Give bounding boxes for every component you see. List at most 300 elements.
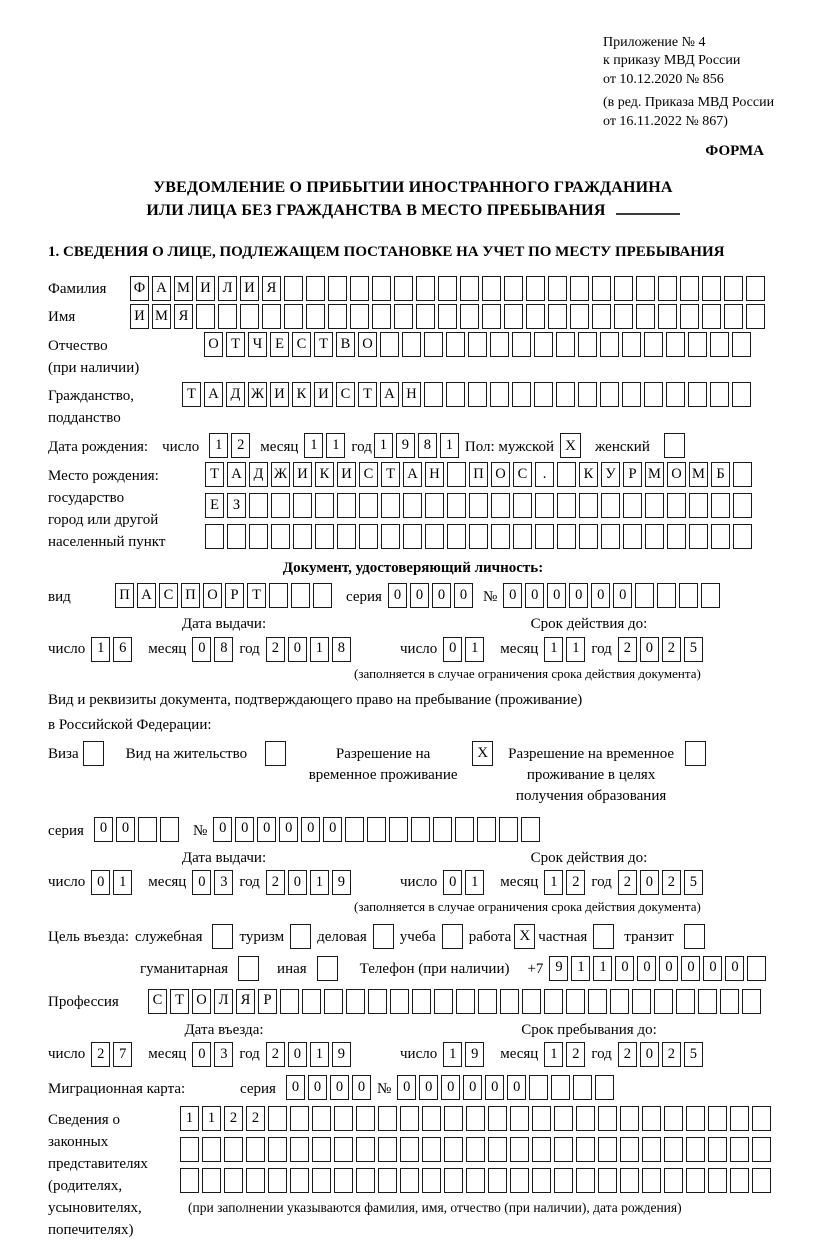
char-cell[interactable] bbox=[733, 462, 752, 487]
char-cell[interactable] bbox=[422, 1106, 441, 1131]
char-cell[interactable] bbox=[416, 304, 435, 329]
char-cell[interactable] bbox=[689, 524, 708, 549]
char-cell[interactable] bbox=[554, 1106, 573, 1131]
char-cell[interactable] bbox=[367, 817, 386, 842]
char-cell[interactable] bbox=[284, 276, 303, 301]
char-cell[interactable]: 1 bbox=[209, 433, 228, 458]
char-cell[interactable] bbox=[425, 524, 444, 549]
char-cell[interactable] bbox=[732, 382, 751, 407]
char-cell[interactable] bbox=[598, 1106, 617, 1131]
char-cell[interactable]: Ж bbox=[248, 382, 267, 407]
char-cell[interactable] bbox=[488, 1168, 507, 1193]
char-cell[interactable] bbox=[460, 304, 479, 329]
char-cell[interactable] bbox=[532, 1106, 551, 1131]
char-cell[interactable] bbox=[444, 1137, 463, 1162]
char-cell[interactable]: 0 bbox=[257, 817, 276, 842]
birth-year-cells[interactable] bbox=[374, 433, 459, 458]
char-cell[interactable] bbox=[446, 382, 465, 407]
representatives-row3-cells[interactable] bbox=[180, 1168, 771, 1193]
char-cell[interactable] bbox=[510, 1106, 529, 1131]
char-cell[interactable] bbox=[378, 1106, 397, 1131]
char-cell[interactable] bbox=[249, 524, 268, 549]
char-cell[interactable] bbox=[679, 583, 698, 608]
char-cell[interactable] bbox=[293, 493, 312, 518]
char-cell[interactable] bbox=[312, 1168, 331, 1193]
char-cell[interactable]: К bbox=[315, 462, 334, 487]
char-cell[interactable]: С bbox=[148, 989, 167, 1014]
char-cell[interactable] bbox=[592, 276, 611, 301]
char-cell[interactable]: 1 bbox=[304, 433, 323, 458]
char-cell[interactable] bbox=[328, 304, 347, 329]
char-cell[interactable]: 1 bbox=[544, 1042, 563, 1067]
char-cell[interactable]: К bbox=[292, 382, 311, 407]
char-cell[interactable]: 0 bbox=[397, 1075, 416, 1100]
char-cell[interactable] bbox=[284, 304, 303, 329]
char-cell[interactable] bbox=[510, 1137, 529, 1162]
char-cell[interactable]: 1 bbox=[113, 870, 132, 895]
char-cell[interactable] bbox=[732, 332, 751, 357]
char-cell[interactable]: 1 bbox=[180, 1106, 199, 1131]
char-cell[interactable]: 0 bbox=[485, 1075, 504, 1100]
migration-series-cells[interactable] bbox=[286, 1075, 371, 1100]
char-cell[interactable]: 0 bbox=[525, 583, 544, 608]
char-cell[interactable] bbox=[658, 304, 677, 329]
char-cell[interactable]: Р bbox=[623, 462, 642, 487]
char-cell[interactable] bbox=[346, 989, 365, 1014]
char-cell[interactable]: 2 bbox=[91, 1042, 110, 1067]
char-cell[interactable]: А bbox=[227, 462, 246, 487]
char-cell[interactable]: Р bbox=[225, 583, 244, 608]
residence-permit-checkbox[interactable] bbox=[265, 741, 286, 766]
char-cell[interactable] bbox=[312, 1137, 331, 1162]
char-cell[interactable] bbox=[424, 382, 443, 407]
char-cell[interactable]: 0 bbox=[419, 1075, 438, 1100]
char-cell[interactable]: Я bbox=[174, 304, 193, 329]
char-cell[interactable]: 2 bbox=[266, 870, 285, 895]
char-cell[interactable]: Р bbox=[258, 989, 277, 1014]
residence-valid-month-cells[interactable] bbox=[544, 870, 585, 895]
char-cell[interactable] bbox=[512, 332, 531, 357]
char-cell[interactable]: 1 bbox=[91, 637, 110, 662]
char-cell[interactable] bbox=[504, 304, 523, 329]
char-cell[interactable] bbox=[313, 583, 332, 608]
char-cell[interactable] bbox=[544, 989, 563, 1014]
char-cell[interactable] bbox=[676, 989, 695, 1014]
char-cell[interactable]: 8 bbox=[332, 637, 351, 662]
char-cell[interactable] bbox=[455, 817, 474, 842]
char-cell[interactable] bbox=[402, 332, 421, 357]
char-cell[interactable] bbox=[334, 1137, 353, 1162]
purpose-study-checkbox[interactable] bbox=[442, 924, 463, 949]
char-cell[interactable] bbox=[447, 462, 466, 487]
char-cell[interactable]: 1 bbox=[571, 956, 590, 981]
char-cell[interactable]: Н bbox=[425, 462, 444, 487]
char-cell[interactable] bbox=[359, 524, 378, 549]
stay-month-cells[interactable] bbox=[544, 1042, 585, 1067]
char-cell[interactable]: Т bbox=[182, 382, 201, 407]
char-cell[interactable]: Б bbox=[711, 462, 730, 487]
char-cell[interactable] bbox=[356, 1106, 375, 1131]
char-cell[interactable] bbox=[579, 524, 598, 549]
char-cell[interactable]: А bbox=[380, 382, 399, 407]
char-cell[interactable] bbox=[246, 1137, 265, 1162]
char-cell[interactable] bbox=[271, 493, 290, 518]
char-cell[interactable] bbox=[447, 524, 466, 549]
char-cell[interactable]: С bbox=[292, 332, 311, 357]
char-cell[interactable] bbox=[654, 989, 673, 1014]
char-cell[interactable]: З bbox=[227, 493, 246, 518]
stay-day-cells[interactable] bbox=[443, 1042, 484, 1067]
char-cell[interactable]: И bbox=[314, 382, 333, 407]
char-cell[interactable] bbox=[372, 304, 391, 329]
residence-valid-day-cells[interactable] bbox=[443, 870, 484, 895]
char-cell[interactable] bbox=[600, 382, 619, 407]
char-cell[interactable]: 2 bbox=[266, 637, 285, 662]
char-cell[interactable]: 1 bbox=[310, 870, 329, 895]
firstname-cells[interactable] bbox=[130, 304, 765, 329]
char-cell[interactable] bbox=[269, 583, 288, 608]
char-cell[interactable] bbox=[548, 304, 567, 329]
char-cell[interactable] bbox=[394, 276, 413, 301]
char-cell[interactable]: 2 bbox=[618, 637, 637, 662]
char-cell[interactable] bbox=[468, 332, 487, 357]
stay-year-cells[interactable] bbox=[618, 1042, 703, 1067]
char-cell[interactable]: О bbox=[192, 989, 211, 1014]
char-cell[interactable] bbox=[534, 332, 553, 357]
char-cell[interactable] bbox=[400, 1168, 419, 1193]
char-cell[interactable] bbox=[218, 304, 237, 329]
char-cell[interactable] bbox=[350, 276, 369, 301]
char-cell[interactable] bbox=[730, 1137, 749, 1162]
char-cell[interactable] bbox=[422, 1137, 441, 1162]
char-cell[interactable] bbox=[488, 1137, 507, 1162]
char-cell[interactable] bbox=[535, 524, 554, 549]
entry-day-cells[interactable] bbox=[91, 1042, 132, 1067]
char-cell[interactable] bbox=[664, 1106, 683, 1131]
char-cell[interactable]: О bbox=[491, 462, 510, 487]
char-cell[interactable] bbox=[510, 1168, 529, 1193]
char-cell[interactable] bbox=[576, 1168, 595, 1193]
char-cell[interactable]: 0 bbox=[637, 956, 656, 981]
char-cell[interactable] bbox=[598, 1137, 617, 1162]
char-cell[interactable]: 0 bbox=[443, 637, 462, 662]
char-cell[interactable] bbox=[271, 524, 290, 549]
residence-valid-year-cells[interactable] bbox=[618, 870, 703, 895]
char-cell[interactable] bbox=[534, 382, 553, 407]
char-cell[interactable] bbox=[412, 989, 431, 1014]
char-cell[interactable] bbox=[416, 276, 435, 301]
char-cell[interactable] bbox=[444, 1106, 463, 1131]
char-cell[interactable] bbox=[556, 332, 575, 357]
char-cell[interactable]: . bbox=[535, 462, 554, 487]
char-cell[interactable]: 0 bbox=[330, 1075, 349, 1100]
char-cell[interactable]: 2 bbox=[566, 1042, 585, 1067]
char-cell[interactable] bbox=[708, 1106, 727, 1131]
char-cell[interactable] bbox=[620, 1137, 639, 1162]
char-cell[interactable] bbox=[680, 276, 699, 301]
char-cell[interactable]: 9 bbox=[332, 870, 351, 895]
char-cell[interactable]: 0 bbox=[640, 637, 659, 662]
char-cell[interactable] bbox=[227, 524, 246, 549]
char-cell[interactable] bbox=[733, 493, 752, 518]
char-cell[interactable] bbox=[290, 1168, 309, 1193]
purpose-other-checkbox[interactable] bbox=[317, 956, 338, 981]
char-cell[interactable]: И bbox=[196, 276, 215, 301]
char-cell[interactable] bbox=[434, 989, 453, 1014]
char-cell[interactable] bbox=[180, 1168, 199, 1193]
char-cell[interactable] bbox=[664, 1168, 683, 1193]
char-cell[interactable]: Ф bbox=[130, 276, 149, 301]
char-cell[interactable] bbox=[600, 332, 619, 357]
char-cell[interactable]: Д bbox=[226, 382, 245, 407]
char-cell[interactable] bbox=[532, 1137, 551, 1162]
char-cell[interactable] bbox=[315, 524, 334, 549]
char-cell[interactable] bbox=[711, 493, 730, 518]
char-cell[interactable] bbox=[500, 989, 519, 1014]
char-cell[interactable] bbox=[224, 1168, 243, 1193]
char-cell[interactable] bbox=[701, 583, 720, 608]
char-cell[interactable] bbox=[623, 493, 642, 518]
char-cell[interactable] bbox=[724, 276, 743, 301]
char-cell[interactable] bbox=[730, 1106, 749, 1131]
char-cell[interactable]: Т bbox=[226, 332, 245, 357]
char-cell[interactable]: 0 bbox=[681, 956, 700, 981]
char-cell[interactable]: 9 bbox=[332, 1042, 351, 1067]
char-cell[interactable]: Т bbox=[205, 462, 224, 487]
char-cell[interactable] bbox=[522, 989, 541, 1014]
char-cell[interactable] bbox=[268, 1168, 287, 1193]
char-cell[interactable] bbox=[378, 1168, 397, 1193]
char-cell[interactable]: 0 bbox=[443, 870, 462, 895]
char-cell[interactable] bbox=[490, 382, 509, 407]
purpose-humanitarian-checkbox[interactable] bbox=[238, 956, 259, 981]
char-cell[interactable]: 2 bbox=[231, 433, 250, 458]
char-cell[interactable]: 0 bbox=[323, 817, 342, 842]
char-cell[interactable]: Ч bbox=[248, 332, 267, 357]
char-cell[interactable] bbox=[280, 989, 299, 1014]
identity-issue-year-cells[interactable] bbox=[266, 637, 351, 662]
char-cell[interactable] bbox=[689, 493, 708, 518]
char-cell[interactable] bbox=[389, 817, 408, 842]
char-cell[interactable] bbox=[438, 304, 457, 329]
char-cell[interactable]: Л bbox=[214, 989, 233, 1014]
birth-place-row1-cells[interactable] bbox=[205, 462, 752, 487]
char-cell[interactable] bbox=[535, 493, 554, 518]
char-cell[interactable]: 1 bbox=[202, 1106, 221, 1131]
char-cell[interactable]: 0 bbox=[192, 870, 211, 895]
char-cell[interactable] bbox=[554, 1168, 573, 1193]
char-cell[interactable] bbox=[422, 1168, 441, 1193]
doc-number-cells[interactable] bbox=[503, 583, 720, 608]
char-cell[interactable]: 7 bbox=[113, 1042, 132, 1067]
char-cell[interactable]: 0 bbox=[503, 583, 522, 608]
char-cell[interactable] bbox=[433, 817, 452, 842]
char-cell[interactable]: 0 bbox=[301, 817, 320, 842]
char-cell[interactable]: 2 bbox=[662, 637, 681, 662]
residence-issue-month-cells[interactable] bbox=[192, 870, 233, 895]
char-cell[interactable]: У bbox=[601, 462, 620, 487]
char-cell[interactable] bbox=[334, 1168, 353, 1193]
char-cell[interactable] bbox=[614, 276, 633, 301]
char-cell[interactable] bbox=[551, 1075, 570, 1100]
char-cell[interactable]: 0 bbox=[410, 583, 429, 608]
char-cell[interactable] bbox=[324, 989, 343, 1014]
char-cell[interactable] bbox=[499, 817, 518, 842]
char-cell[interactable] bbox=[614, 304, 633, 329]
char-cell[interactable] bbox=[521, 817, 540, 842]
char-cell[interactable] bbox=[478, 989, 497, 1014]
char-cell[interactable] bbox=[698, 989, 717, 1014]
char-cell[interactable] bbox=[350, 304, 369, 329]
char-cell[interactable]: Т bbox=[314, 332, 333, 357]
char-cell[interactable] bbox=[488, 1106, 507, 1131]
char-cell[interactable] bbox=[570, 276, 589, 301]
char-cell[interactable] bbox=[526, 304, 545, 329]
char-cell[interactable] bbox=[368, 989, 387, 1014]
patronymic-cells[interactable] bbox=[204, 332, 751, 357]
citizenship-cells[interactable] bbox=[182, 382, 751, 407]
char-cell[interactable] bbox=[686, 1137, 705, 1162]
char-cell[interactable]: 0 bbox=[279, 817, 298, 842]
char-cell[interactable] bbox=[526, 276, 545, 301]
char-cell[interactable] bbox=[557, 493, 576, 518]
char-cell[interactable] bbox=[686, 1106, 705, 1131]
char-cell[interactable] bbox=[622, 332, 641, 357]
char-cell[interactable] bbox=[160, 817, 179, 842]
char-cell[interactable] bbox=[466, 1168, 485, 1193]
char-cell[interactable] bbox=[356, 1168, 375, 1193]
purpose-tourism-checkbox[interactable] bbox=[290, 924, 311, 949]
char-cell[interactable]: А bbox=[204, 382, 223, 407]
char-cell[interactable] bbox=[578, 332, 597, 357]
char-cell[interactable]: 0 bbox=[547, 583, 566, 608]
char-cell[interactable] bbox=[482, 276, 501, 301]
surname-cells[interactable] bbox=[130, 276, 765, 301]
char-cell[interactable] bbox=[337, 493, 356, 518]
birth-place-row3-cells[interactable] bbox=[205, 524, 752, 549]
birth-day-cells[interactable] bbox=[209, 433, 250, 458]
purpose-business-checkbox[interactable] bbox=[373, 924, 394, 949]
char-cell[interactable] bbox=[746, 304, 765, 329]
char-cell[interactable] bbox=[262, 304, 281, 329]
char-cell[interactable] bbox=[513, 493, 532, 518]
sex-female-checkbox[interactable] bbox=[664, 433, 685, 458]
identity-issue-day-cells[interactable] bbox=[91, 637, 132, 662]
char-cell[interactable] bbox=[249, 493, 268, 518]
char-cell[interactable]: Ж bbox=[271, 462, 290, 487]
doc-series-cells[interactable] bbox=[388, 583, 473, 608]
char-cell[interactable]: М bbox=[645, 462, 664, 487]
char-cell[interactable] bbox=[623, 524, 642, 549]
char-cell[interactable] bbox=[742, 989, 761, 1014]
char-cell[interactable]: Е bbox=[205, 493, 224, 518]
char-cell[interactable] bbox=[138, 817, 157, 842]
char-cell[interactable]: 0 bbox=[659, 956, 678, 981]
char-cell[interactable] bbox=[557, 524, 576, 549]
char-cell[interactable]: Я bbox=[236, 989, 255, 1014]
char-cell[interactable] bbox=[446, 332, 465, 357]
char-cell[interactable] bbox=[658, 276, 677, 301]
representatives-row1-cells[interactable] bbox=[180, 1106, 771, 1131]
char-cell[interactable]: 0 bbox=[94, 817, 113, 842]
char-cell[interactable]: 1 bbox=[310, 1042, 329, 1067]
char-cell[interactable]: 0 bbox=[192, 637, 211, 662]
birth-place-row2-cells[interactable] bbox=[205, 493, 752, 518]
char-cell[interactable]: 5 bbox=[684, 637, 703, 662]
char-cell[interactable]: 2 bbox=[266, 1042, 285, 1067]
char-cell[interactable] bbox=[644, 382, 663, 407]
char-cell[interactable] bbox=[620, 1106, 639, 1131]
char-cell[interactable] bbox=[529, 1075, 548, 1100]
identity-valid-month-cells[interactable] bbox=[544, 637, 585, 662]
char-cell[interactable] bbox=[710, 332, 729, 357]
representatives-row2-cells[interactable] bbox=[180, 1137, 771, 1162]
char-cell[interactable] bbox=[460, 276, 479, 301]
char-cell[interactable]: 0 bbox=[288, 637, 307, 662]
char-cell[interactable]: 0 bbox=[569, 583, 588, 608]
char-cell[interactable]: И bbox=[240, 276, 259, 301]
char-cell[interactable] bbox=[306, 276, 325, 301]
char-cell[interactable] bbox=[566, 989, 585, 1014]
purpose-work-checkbox[interactable]: X bbox=[514, 924, 535, 949]
char-cell[interactable]: 0 bbox=[288, 1042, 307, 1067]
char-cell[interactable] bbox=[588, 989, 607, 1014]
char-cell[interactable]: 2 bbox=[566, 870, 585, 895]
char-cell[interactable]: 2 bbox=[618, 1042, 637, 1067]
char-cell[interactable]: С bbox=[336, 382, 355, 407]
char-cell[interactable] bbox=[548, 276, 567, 301]
char-cell[interactable] bbox=[394, 304, 413, 329]
char-cell[interactable] bbox=[620, 1168, 639, 1193]
birth-month-cells[interactable] bbox=[304, 433, 345, 458]
char-cell[interactable]: О bbox=[358, 332, 377, 357]
char-cell[interactable]: 9 bbox=[396, 433, 415, 458]
char-cell[interactable] bbox=[378, 1137, 397, 1162]
char-cell[interactable] bbox=[644, 332, 663, 357]
char-cell[interactable]: О bbox=[203, 583, 222, 608]
char-cell[interactable] bbox=[466, 1137, 485, 1162]
char-cell[interactable] bbox=[291, 583, 310, 608]
char-cell[interactable] bbox=[482, 304, 501, 329]
char-cell[interactable]: 1 bbox=[593, 956, 612, 981]
char-cell[interactable]: 1 bbox=[544, 637, 563, 662]
char-cell[interactable] bbox=[752, 1106, 771, 1131]
char-cell[interactable] bbox=[578, 382, 597, 407]
profession-cells[interactable] bbox=[148, 989, 761, 1014]
char-cell[interactable]: П bbox=[115, 583, 134, 608]
char-cell[interactable] bbox=[290, 1106, 309, 1131]
char-cell[interactable] bbox=[513, 524, 532, 549]
char-cell[interactable]: Я bbox=[262, 276, 281, 301]
char-cell[interactable]: 2 bbox=[618, 870, 637, 895]
char-cell[interactable]: Т bbox=[170, 989, 189, 1014]
char-cell[interactable]: 0 bbox=[235, 817, 254, 842]
char-cell[interactable]: 0 bbox=[432, 583, 451, 608]
char-cell[interactable] bbox=[666, 332, 685, 357]
char-cell[interactable] bbox=[554, 1137, 573, 1162]
char-cell[interactable] bbox=[664, 1137, 683, 1162]
char-cell[interactable]: И bbox=[270, 382, 289, 407]
char-cell[interactable] bbox=[390, 989, 409, 1014]
char-cell[interactable]: П bbox=[181, 583, 200, 608]
char-cell[interactable] bbox=[708, 1137, 727, 1162]
char-cell[interactable]: 0 bbox=[613, 583, 632, 608]
char-cell[interactable]: 1 bbox=[566, 637, 585, 662]
char-cell[interactable] bbox=[666, 382, 685, 407]
sex-male-checkbox[interactable]: X bbox=[560, 433, 581, 458]
char-cell[interactable] bbox=[512, 382, 531, 407]
residence-series-cells[interactable] bbox=[94, 817, 179, 842]
